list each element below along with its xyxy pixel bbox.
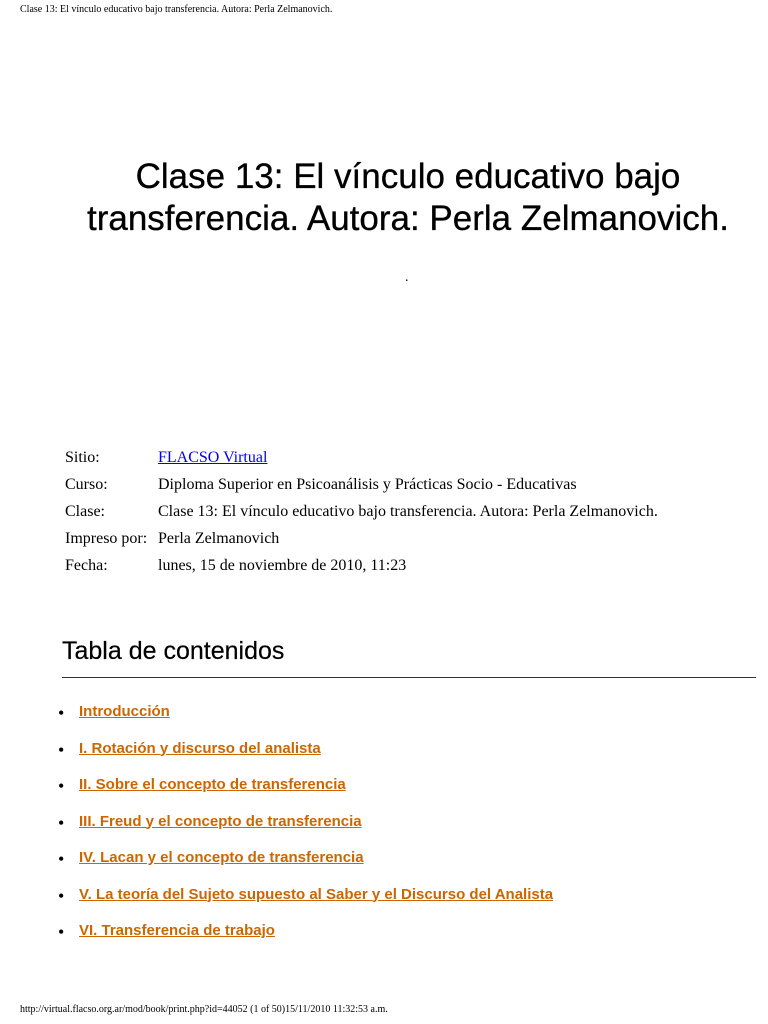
fecha-label: Fecha: (65, 556, 108, 574)
toc-link-sujeto-supuesto[interactable]: V. La teoría del Sujeto supuesto al Saber y el Discurso del Analista (79, 885, 554, 903)
bullet-icon: • (58, 703, 65, 723)
print-info-table (65, 444, 658, 579)
bullet-icon: • (58, 812, 65, 833)
separator-dot: . (405, 270, 409, 285)
toc-link-freud[interactable]: III. Freud y el concepto de transferencia (79, 812, 362, 830)
toc-link-rotacion[interactable]: I. Rotación y discurso del analista (79, 739, 321, 757)
toc-item (58, 810, 553, 847)
toc-item (58, 883, 553, 920)
toc-divider (62, 677, 756, 678)
toc-link-lacan[interactable]: IV. Lacan y el concepto de transferencia (79, 849, 364, 866)
clase-label: Clase: (65, 502, 105, 520)
fecha-value: lunes, 15 de noviembre de 2010, 11:23 (158, 556, 407, 574)
page-title-line-2: transferencia. Autora: Perla Zelmanovich. (87, 199, 729, 238)
toc-item (58, 846, 553, 883)
info-row-impreso (65, 525, 658, 552)
bullet-icon: • (58, 849, 65, 869)
toc-link-transferencia-trabajo[interactable]: VI. Transferencia de trabajo (79, 922, 275, 939)
toc-list (58, 700, 553, 956)
page-title-line-1: Clase 13: El vínculo educativo bajo (135, 157, 681, 196)
print-header: Clase 13: El vínculo educativo bajo transferencia. Autora: Perla Zelmanovich. (20, 4, 333, 15)
curso-value: Diploma Superior en Psicoanálisis y Prácticas Socio - Educativas (158, 475, 577, 493)
info-row-fecha (65, 552, 658, 579)
toc-item (58, 700, 553, 737)
bullet-icon: • (58, 922, 65, 942)
sitio-label: Sitio: (65, 448, 100, 466)
bullet-icon: • (58, 739, 65, 760)
bullet-icon: • (58, 885, 65, 906)
page-title (40, 156, 768, 240)
toc-item (58, 737, 553, 774)
toc-link-introduccion[interactable]: Introducción (79, 703, 170, 720)
impreso-label: Impreso por: (65, 529, 148, 547)
curso-label: Curso: (65, 475, 108, 493)
toc-link-sobre-transferencia[interactable]: II. Sobre el concepto de transferencia (79, 776, 346, 793)
clase-value: Clase 13: El vínculo educativo bajo transferencia. Autora: Perla Zelmanovich. (158, 502, 658, 520)
info-row-sitio (65, 444, 658, 471)
toc-item (58, 773, 553, 810)
sitio-link[interactable]: FLACSO Virtual (158, 448, 268, 466)
print-footer: http://virtual.flacso.org.ar/mod/book/print.php?id=44052 (1 of 50)15/11/2010 11:32:53 a.m. (20, 1004, 388, 1015)
info-row-clase (65, 498, 658, 525)
bullet-icon: • (58, 776, 65, 796)
impreso-value: Perla Zelmanovich (158, 529, 280, 547)
toc-title: Tabla de contenidos (62, 637, 285, 665)
info-row-curso (65, 471, 658, 498)
toc-item (58, 919, 553, 956)
